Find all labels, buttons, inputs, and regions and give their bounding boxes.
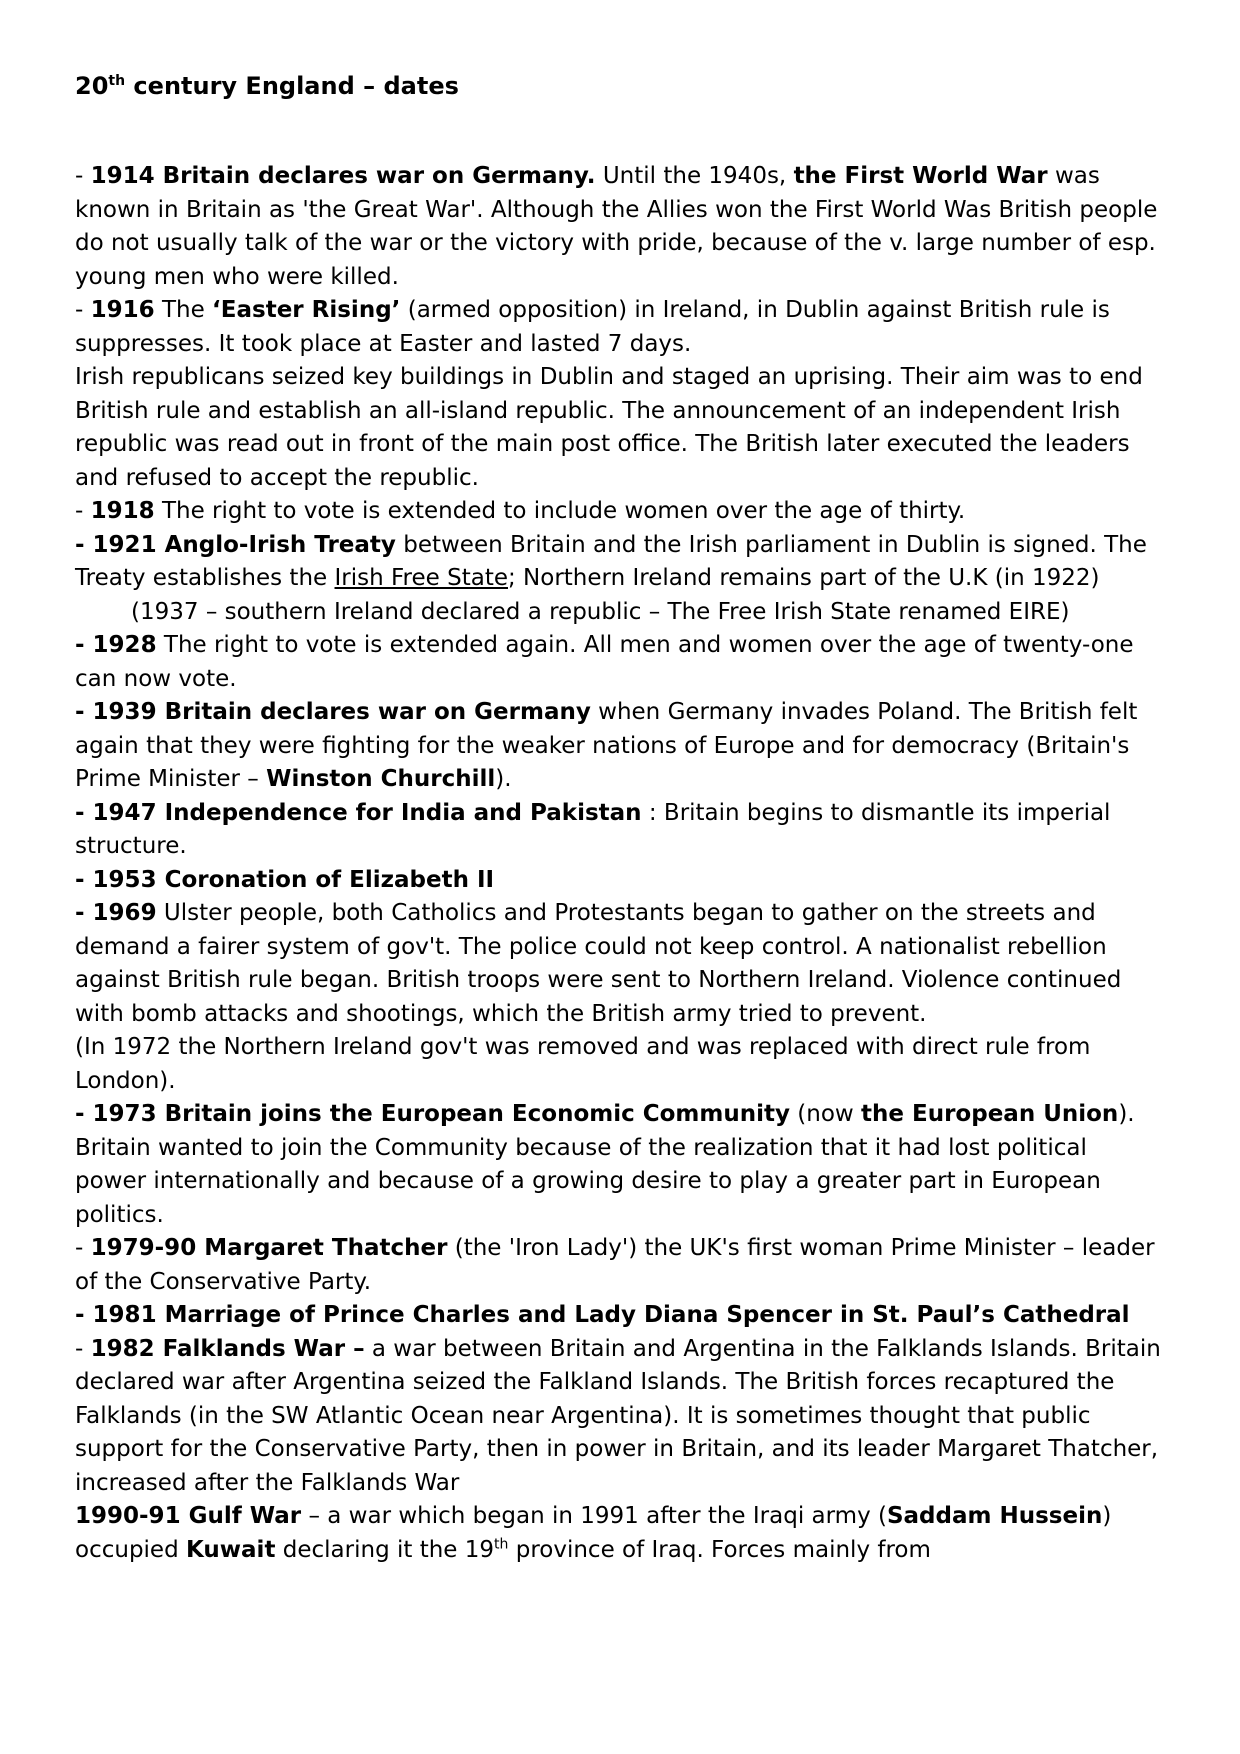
text: a war between Britain and Argentina in the Falklands Islands. Britain declared war after Argentina seized the Falkland Islands. The British forces recaptured the Falklands (in the SW Atlantic Ocean near Argentina). It is sometimes thought that public support for the Conservative Party, then in power in Britain, and its leader Margaret Thatcher, increased after the Falklands War [75,1335,1161,1496]
bold-text: Saddam Hussein [886,1503,1103,1529]
text: The right to vote is extended to include women over the age of thirty. [154,498,966,524]
paragraph-irish-republicans [75,361,1165,495]
bold-text: - 1981 Marriage of Prince Charles and Lady Diana Spencer in St. Paul’s Cathedral [75,1302,1130,1328]
paragraph-1939 [75,696,1165,797]
title-superscript: th [108,73,126,89]
page-title [75,70,459,102]
bold-text: 1990-91 Gulf War [75,1503,302,1529]
title-number: 20 [75,72,109,100]
bold-text: - 1953 Coronation of Elizabeth II [75,866,495,893]
text: ; Northern Ireland remains part of the U.K (in 1922) [508,565,1100,591]
text: (In 1972 the Northern Ireland gov't was removed and was replaced with direct rule from London). [75,1034,1091,1094]
text: - [75,1235,91,1261]
text: Ulster people, both Catholics and Protestants began to gather on the streets and demand a fairer system of gov't. The police could not keep control. A nationalist rebellion against British rule began. British troops were sent to Northern Ireland. Violence continued with bomb attacks and shootings, which the British army tried to prevent. [75,900,1122,1027]
text: Irish republicans seized key buildings in Dublin and staged an uprising. Their aim was to end British rule and establish an all-island republic. The announcement of an independent Irish republic was read out in front of the main post office. The British later executed the leaders and refused to accept the republic. [75,364,1143,491]
bold-text: - 1969 [75,900,157,926]
paragraph-1914 [75,160,1165,294]
text: declaring it the 19 [275,1536,495,1563]
paragraph-1921 [75,529,1165,596]
paragraph-1973 [75,1098,1165,1232]
paragraph-1916 [75,294,1165,361]
paragraph-1990-91 [75,1500,1165,1567]
bold-text: the European Union [861,1101,1119,1127]
text: ). Britain wanted to join the Community because of the realization that it had lost political power internationally and because of a growing desire to play a greater part in European politics. [75,1101,1135,1228]
paragraph-1937-note [75,596,1165,630]
bold-text: 1979-90 Margaret Thatcher [90,1235,448,1261]
title-text: century England – dates [125,72,459,100]
text: ) occupied [75,1503,1112,1563]
text: province of Iraq. Forces mainly from [508,1536,931,1563]
text: The [154,297,213,323]
paragraph-1972-note [75,1031,1165,1098]
text: : Britain begins to dismantle its imperial structure. [75,799,1111,859]
paragraph-1982 [75,1333,1165,1501]
text: (armed opposition) in Ireland, in Dublin against British rule is suppresses. It took place at Easter and lasted 7 days. [75,297,1110,357]
text: The right to vote is extended again. All men and women over the age of twenty-one can now vote. [75,632,1134,692]
paragraph-1979-90 [75,1232,1165,1299]
bold-text: Winston Churchill [266,766,496,792]
text: – a war which began in 1991 after the Iraqi army ( [301,1503,887,1529]
text: - [75,163,91,189]
text: - [75,297,91,323]
paragraph-1969 [75,897,1165,1031]
text: - [75,1335,91,1362]
text: (now [789,1101,862,1127]
text: between Britain and the Irish parliament in Dublin is signed. The Treaty establishes the [75,531,1147,591]
document-body [75,160,1165,1567]
bold-text: 1916 [90,297,155,323]
bold-text: - 1947 Independence for India and Pakistan [75,799,642,826]
text: (the 'Iron Lady') the UK's first woman Prime Minister – leader of the Conservative Party. [75,1235,1155,1295]
underlined-text: Irish Free State [334,565,508,591]
paragraph-1928 [75,629,1165,696]
text: was known in Britain as 'the Great War'. Although the Allies won the First World Was British people do not usually talk of the war or the victory with pride, because of the v. large number of esp. young men who were killed. [75,163,1158,290]
bold-text: - 1921 Anglo-Irish Treaty [75,531,396,558]
bold-text: - 1928 [75,632,157,658]
text: - [75,498,91,524]
text: ). [495,766,512,792]
bold-text: 1918 [90,498,155,524]
bold-text: ‘Easter Rising’ [212,297,401,323]
text: (1937 – southern Ireland declared a republic – The Free Irish State renamed EIRE) [131,598,1070,625]
bold-text: 1982 Falklands War – [90,1335,365,1362]
paragraph-1981 [75,1299,1165,1333]
bold-text: 1914 Britain declares war on Germany. [90,163,596,189]
bold-text: the First World War [793,163,1048,189]
text: when Germany invades Poland. The British felt again that they were fighting for the weaker nations of Europe and for democracy (Britain's Prime Minister – [75,699,1138,792]
bold-text: - 1973 Britain joins the European Economic Community [75,1101,790,1127]
text: Until the 1940s, [595,163,794,189]
bold-text: Kuwait [186,1536,276,1563]
paragraph-1918 [75,495,1165,529]
ordinal-superscript: th [494,1535,509,1552]
paragraph-1947 [75,797,1165,864]
bold-text: - 1939 Britain declares war on Germany [75,699,591,725]
paragraph-1953 [75,864,1165,898]
